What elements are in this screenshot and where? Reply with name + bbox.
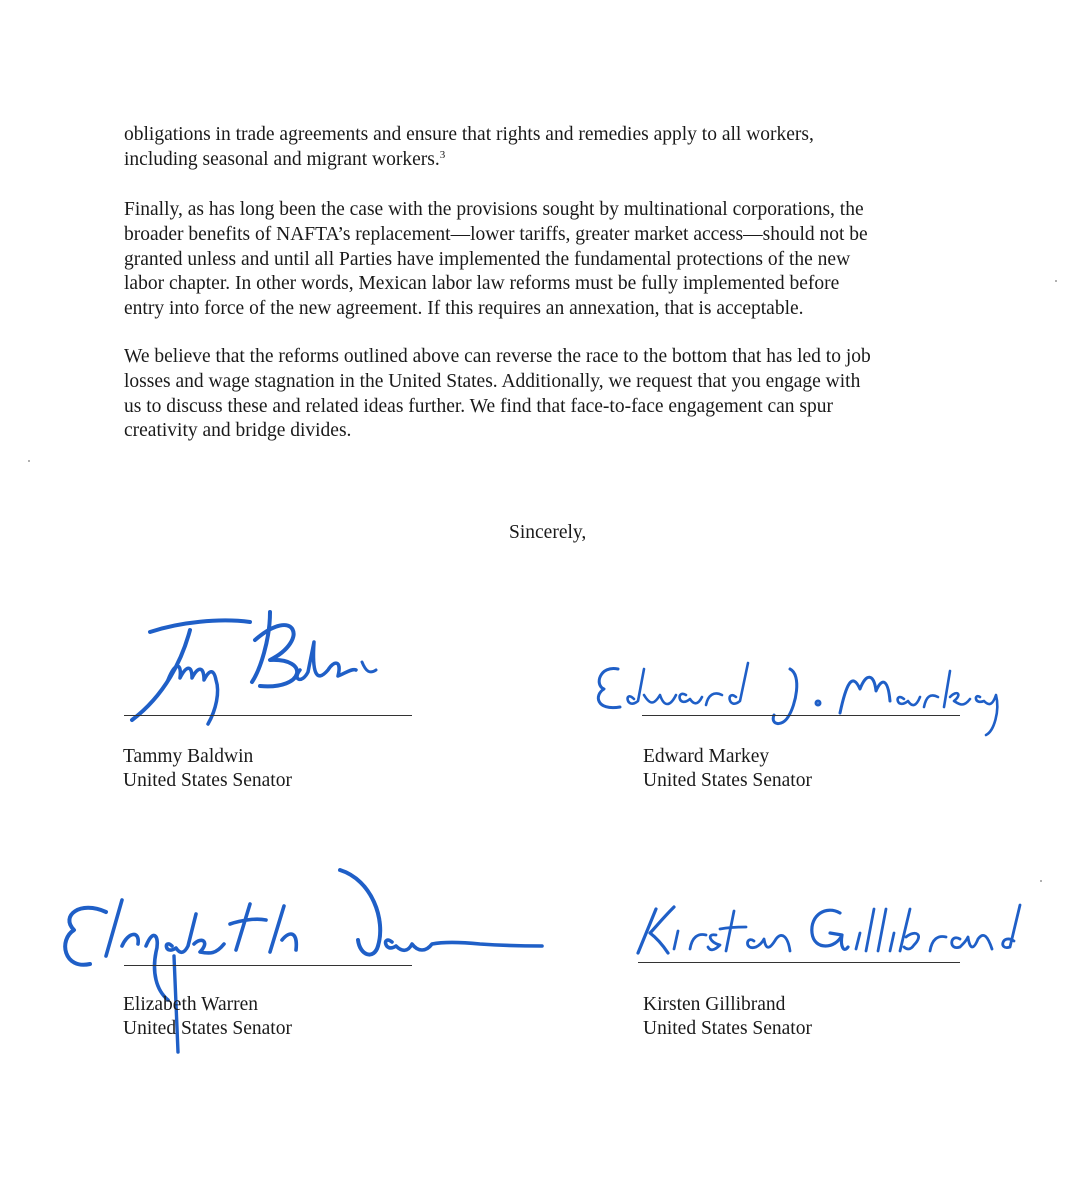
- paragraph-3: [124, 345, 984, 444]
- paragraph-1: [124, 123, 984, 173]
- signature-edward-markey: [590, 655, 1010, 745]
- paragraph-line: entry into force of the new agreement. If this requires an annexation, that is acceptable.: [124, 298, 804, 320]
- scan-speck: [1055, 280, 1057, 282]
- paragraph-line: creativity and bridge divides.: [124, 420, 352, 442]
- signatory-title: United States Senator: [643, 770, 812, 791]
- signature-line: [124, 715, 412, 716]
- paragraph-line: losses and wage stagnation in the United States. Additionally, we request that you engage with: [124, 370, 861, 392]
- paragraph-line: labor chapter. In other words, Mexican labor law reforms must be fully implemented before: [124, 273, 840, 295]
- paragraph-line: obligations in trade agreements and ensure that rights and remedies apply to all workers,: [124, 124, 814, 145]
- paragraph-line: us to discuss these and related ideas further. We find that face-to-face engagement can spur: [124, 395, 833, 417]
- signatory-title: United States Senator: [123, 770, 292, 791]
- signature-kirsten-gillibrand: [630, 895, 1025, 965]
- signatory-name: Elizabeth Warren: [123, 994, 259, 1015]
- scan-speck: [28, 460, 30, 462]
- paragraph-2: [124, 198, 984, 322]
- signatory-name: Tammy Baldwin: [123, 746, 254, 767]
- paragraph-line: [124, 148, 984, 173]
- paragraph-line: granted unless and until all Parties have implemented the fundamental protections of the new: [124, 248, 851, 270]
- scan-speck: [1040, 880, 1042, 882]
- signatory-title: United States Senator: [643, 1018, 812, 1039]
- paragraph-line: We believe that the reforms outlined above can reverse the race to the bottom that has led to job: [124, 346, 871, 367]
- signatory-name: Kirsten Gillibrand: [643, 994, 786, 1015]
- footnote-marker[interactable]: 3: [439, 148, 446, 161]
- paragraph-line: Finally, as has long been the case with the provisions sought by multinational corporations, the: [124, 199, 864, 220]
- signature-line: [638, 962, 960, 963]
- paragraph-line-text: including seasonal and migrant workers.: [124, 148, 440, 170]
- paragraph-line: broader benefits of NAFTA’s replacement—lower tariffs, greater market access—should not be: [124, 223, 868, 245]
- signatory-name: Edward Markey: [643, 746, 770, 767]
- signature-line: [642, 715, 960, 716]
- signature-tammy-baldwin: [120, 600, 390, 730]
- signatory-title: United States Senator: [123, 1018, 292, 1039]
- signature-line: [124, 965, 412, 966]
- closing-salutation: Sincerely,: [509, 522, 587, 543]
